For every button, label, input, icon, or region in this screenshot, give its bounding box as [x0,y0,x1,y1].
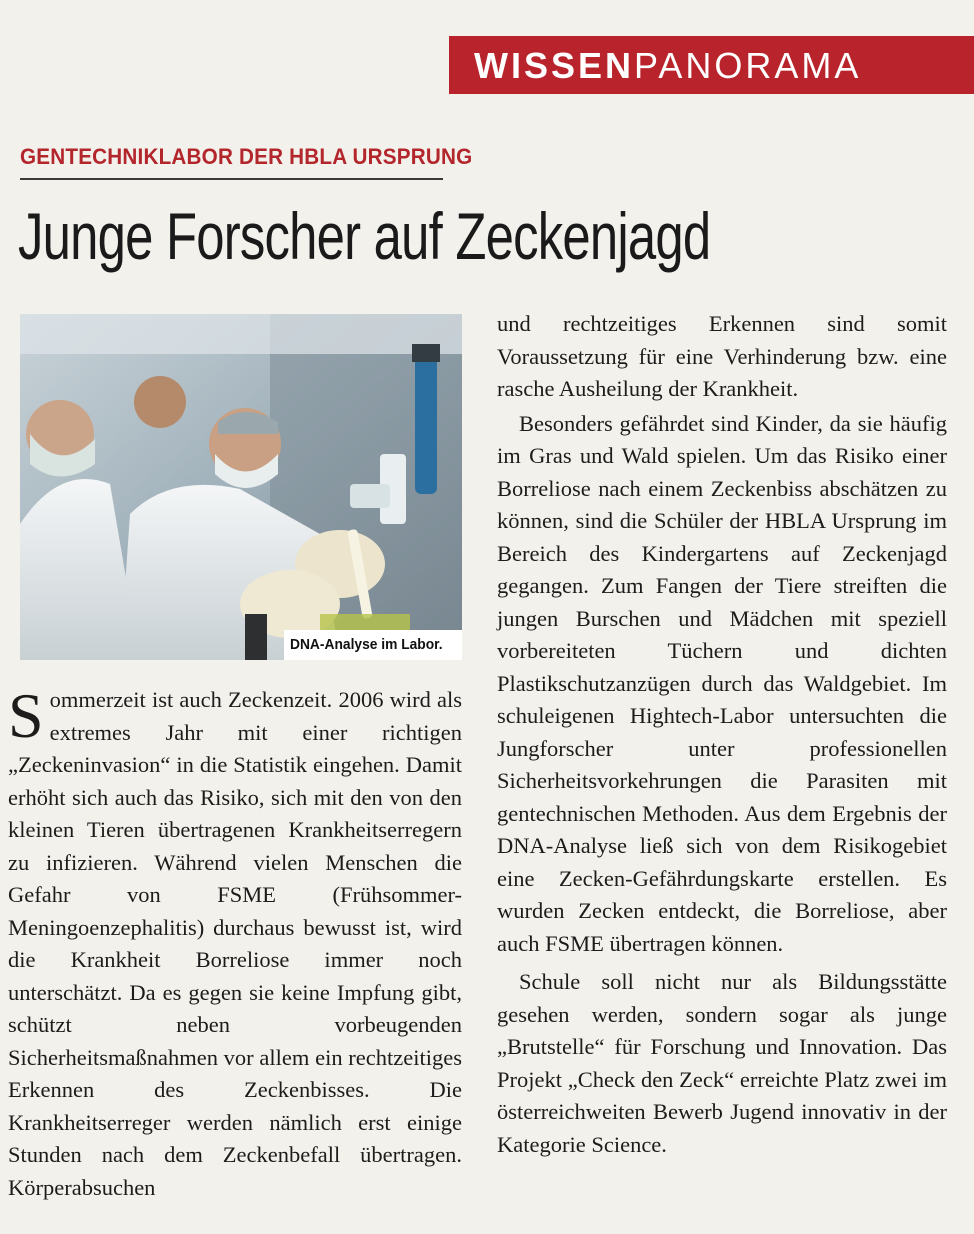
article-paragraph-3: Besonders gefährdet sind Kinder, da sie häufig im Gras und Wald spielen. Um das Risiko einer Borreliose nach einem Zeckenbiss abschätzen zu können, sind die Schüler der HBLA Ursprung im Bereich des Kindergartens auf Zeckenjagd gegangen. Zum Fangen der Tiere streiften die jungen Burschen und Mädchen mit speziell vorbereiteten Tüchern und dichten Plastikschutzanzügen durch das Waldgebiet. Im schuleigenen Hightech-Labor untersuchten die Jungforscher unter professionellen Sicherheitsvorkehrungen die Parasiten mit gentechnischen Methoden. Aus dem Ergebnis der DNA-Analyse ließ sich von dem Risikogebiet eine Zecken-Gefährdungskarte erstellen. Es wurden Zecken entdeckt, die Borreliose, aber auch FSME übertragen können. [497,410,947,956]
article-kicker: GENTECHNIKLABOR DER HBLA URSPRUNG [20,142,443,180]
article-column-left [8,680,462,1204]
article-paragraph-1-text: ommerzeit ist auch Zeckenzeit. 2006 wird als extremes Jahr mit einer richtigen „Zeckeninvasion“ in die Statistik eingehen. Damit erhöht sich auch das Risiko, sich mit den von den kleinen Tieren übertragenen Krankheitserregern zu infizieren. Während vielen Menschen die Gefahr von FSME (Frühsommer-Meningoenzephalitis) durchaus bewusst ist, wird die Krankheit Borreliose immer noch unterschätzt. Da es gegen sie keine Impfung gibt, schützt neben vorbeugenden Sicherheitsmaßnahmen vor allem ein rechtzeitiges Erkennen des Zeckenbisses. Die Krankheitserreger werden nämlich erst einige Stunden nach dem Zeckenbefall übertragen. Körperabsuchen [8,687,462,1200]
drop-cap: S [8,680,44,751]
article-paragraph-2: und rechtzeitiges Erkennen sind somit Voraussetzung für eine Verhinderung bzw. eine rasche Ausheilung der Krankheit. [497,311,947,401]
article-column-right [497,308,947,1161]
section-title-light: PANORAMA [634,45,862,86]
lab-photo-illustration [20,314,462,660]
article-paragraph-4: Schule soll nicht nur als Bildungsstätte gesehen werden, sondern sogar als junge „Brutstelle“ für Forschung und Innovation. Das Projekt „Check den Zeck“ erreichte Platz zwei im österreichweiten Bewerb Jugend innovativ in der Kategorie Science. [497,969,947,1157]
article-paragraph-1 [8,680,462,1204]
section-title-bold: WISSEN [474,45,635,86]
photo-caption-box [284,630,462,660]
photo-caption: DNA-Analyse im Labor. [290,636,443,653]
article-photo [20,314,462,660]
section-title [474,42,861,90]
article-headline: Junge Forscher auf Zeckenjagd [18,199,711,273]
